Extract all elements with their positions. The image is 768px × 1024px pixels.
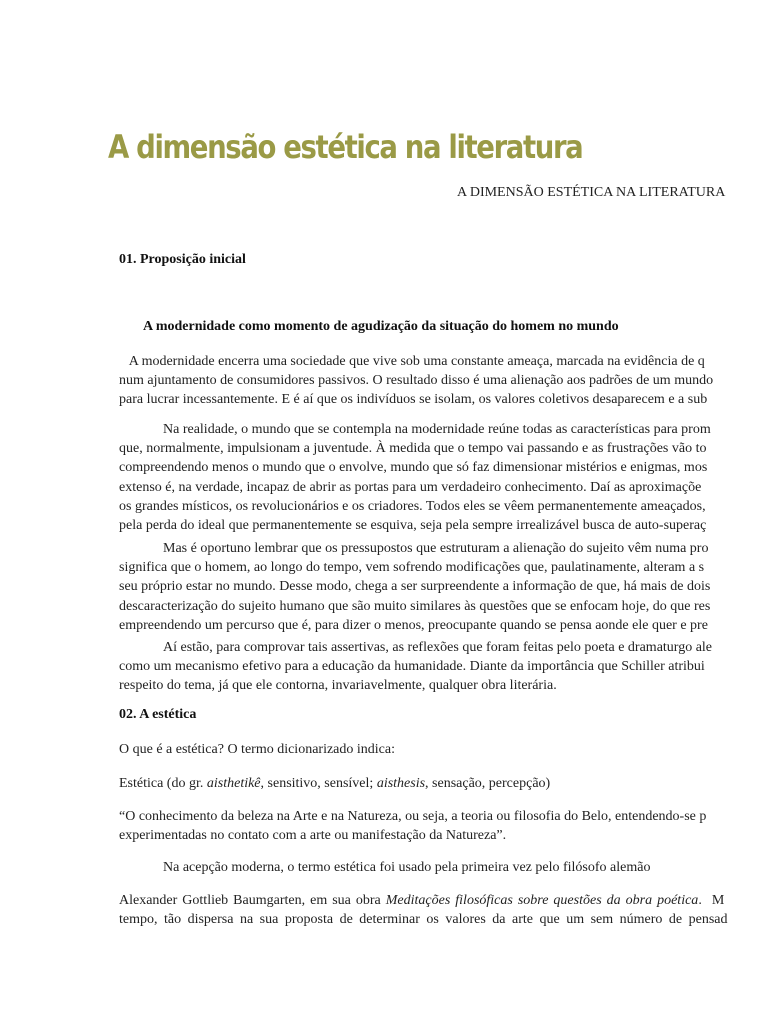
subheading-modernidade: A modernidade como momento de agudização da situação do homem no mundo — [143, 319, 619, 334]
paragraph-line: extenso é, na verdade, incapaz de abrir as portas para um verdadeiro conhecimento. Daí as aproximaçõe — [119, 479, 702, 495]
paragraph-line: respeito do tema, já que ele contorna, invariavelmente, qualquer obra literária. — [119, 678, 557, 694]
section-heading-estetica: 02. A estética — [119, 707, 197, 722]
paragraph-line — [119, 891, 728, 910]
modern-sense-paragraph — [119, 858, 650, 877]
paragraph-2 — [119, 420, 711, 535]
paragraph-line: experimentadas no contato com a arte ou manifestação da Natureza”. — [119, 828, 507, 844]
paragraph-line: significa que o homem, ao longo do tempo, vem sofrendo modificações que, paulatinamente, alteram a s — [119, 560, 705, 576]
paragraph-4 — [119, 638, 712, 696]
baumgarten-prefix: Alexander Gottlieb Baumgarten, em sua obra — [119, 893, 386, 908]
definition-quote — [119, 807, 706, 845]
paragraph-line: empreendendo um percurso que é, para dizer o menos, preocupante quando se pensa aonde ele quer e pre — [119, 617, 708, 633]
paragraph-line: A modernidade encerra uma sociedade que vive sob uma constante ameaça, marcada na evidência de q — [119, 354, 705, 369]
paragraph-line: compreendendo menos o mundo que o envolve, mundo que só faz dimensionar mistérios e enigmas, mos — [119, 460, 708, 476]
definition-question — [119, 740, 395, 759]
paragraph-line — [119, 774, 550, 793]
paragraph-line: O que é a estética? O termo dicionarizado indica: — [119, 742, 395, 757]
section-heading-proposicao: 01. Proposição inicial — [119, 252, 246, 267]
etymology-mid: , sensitivo, sensível; — [260, 776, 377, 791]
etymology-term-aisthetike: aisthetikê — [206, 776, 261, 791]
paragraph-line: seu próprio estar no mundo. Desse modo, chega a ser surpreendente a informação de que, há mais de dois — [119, 579, 711, 595]
paragraph-line: Aí estão, para comprovar tais assertivas, as reflexões que foram feitas pelo poeta e dramaturgo ale — [163, 640, 713, 655]
paragraph-line: descaracterização do sujeito humano que são muito similares às questões que se enfocam hoje, do que res — [119, 598, 711, 614]
etymology-line — [119, 774, 550, 793]
baumgarten-work-title: Meditações filosóficas sobre questões da obra poética — [385, 893, 699, 908]
paragraph-line: pela perda do ideal que permanentemente se esquiva, seja pela sempre irrealizável busca de auto-superaç — [119, 517, 707, 533]
paragraph-1 — [119, 352, 713, 410]
paragraph-line: Na realidade, o mundo que se contempla na modernidade reúne todas as características para prom — [163, 422, 711, 437]
paragraph-3 — [119, 539, 710, 635]
paragraph-line: como um mecanismo efetivo para a educação da humanidade. Diante da importância que Schiller atribui — [119, 659, 705, 675]
paragraph-line: Na acepção moderna, o termo estética foi usado pela primeira vez pelo filósofo alemão — [163, 860, 651, 875]
etymology-term-aisthesis: aisthesis — [376, 776, 426, 791]
baumgarten-paragraph — [119, 891, 728, 929]
baumgarten-suffix: . M — [698, 893, 725, 908]
paragraph-line: Mas é oportuno lembrar que os pressupostos que estruturam a alienação do sujeito vêm numa pro — [163, 541, 709, 556]
paragraph-line: tempo, tão dispersa na sua proposta de determinar os valores da arte que um sem número de pensad — [119, 912, 728, 928]
document-title: A dimensão estética na literatura — [108, 128, 583, 166]
paragraph-line: que, normalmente, impulsionam a juventude. À medida que o tempo vai passando e as frustrações vão to — [119, 441, 707, 457]
paragraph-line: os grandes místicos, os revolucionários e os criadores. Todos eles se vêem permanentemente ameaçados, — [119, 498, 706, 514]
etymology-prefix: Estética (do gr. — [119, 776, 207, 791]
paragraph-line: para lucrar incessantemente. E é aí que os indivíduos se isolam, os valores coletivos desaparecem e a sub — [119, 392, 708, 408]
paragraph-line: num ajuntamento de consumidores passivos. O resultado disso é uma alienação aos padrões de um mundo — [119, 373, 714, 389]
paragraph-line: “O conhecimento da beleza na Arte e na Natureza, ou seja, a teoria ou filosofia do Belo, entendendo-se p — [119, 809, 707, 824]
running-head: A DIMENSÃO ESTÉTICA NA LITERATURA — [457, 185, 726, 200]
etymology-suffix: , sensação, percepção) — [425, 776, 551, 791]
